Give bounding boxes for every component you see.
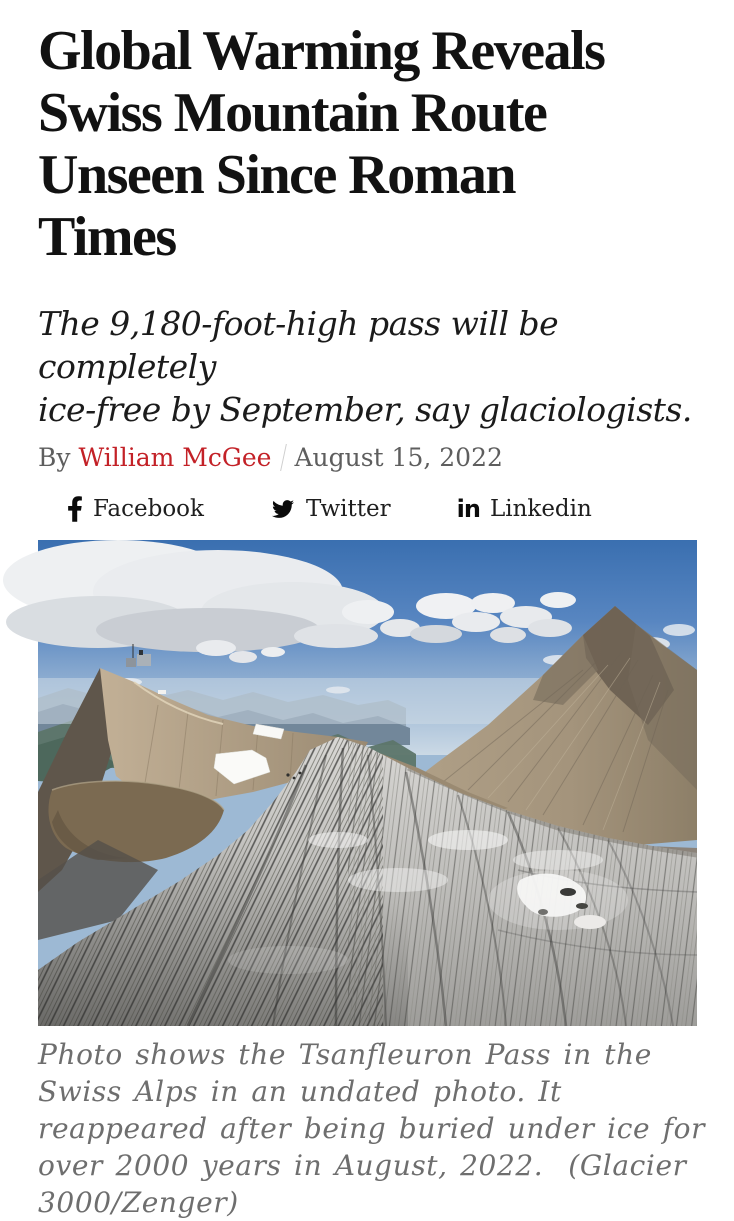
- byline-prefix: By: [38, 443, 71, 472]
- share-linkedin-button[interactable]: [457, 497, 592, 521]
- byline: [38, 443, 697, 472]
- article-subtitle: The 9,180-foot-high pass will be completely ice-free by September, say glaciologists.: [38, 304, 692, 429]
- author-link[interactable]: William McGee: [78, 443, 272, 472]
- share-label: Twitter: [305, 495, 391, 522]
- share-label: Linkedin: [489, 495, 592, 522]
- share-label: Facebook: [93, 495, 204, 522]
- share-row: [38, 492, 697, 526]
- article-photo: [38, 540, 697, 1026]
- glacier-photo-illustration: [38, 540, 697, 1026]
- photo-caption: Photo shows the Tsanfleuron Pass in the Swiss Alps in an undated photo. It reappeared after being buried under ice for over 2000 years in August, 2022. (Glacier 3000/Zenger): [38, 1038, 706, 1219]
- share-twitter-button[interactable]: [270, 495, 391, 522]
- byline-date: August 15, 2022: [294, 443, 503, 472]
- byline-divider: [281, 444, 288, 471]
- twitter-icon: [270, 498, 296, 520]
- share-facebook-button[interactable]: [67, 496, 204, 522]
- page-title: Global Warming Reveals Swiss Mountain Route Unseen Since Roman Times: [38, 20, 605, 268]
- linkedin-icon: in: [456, 495, 480, 523]
- facebook-icon: [67, 496, 83, 522]
